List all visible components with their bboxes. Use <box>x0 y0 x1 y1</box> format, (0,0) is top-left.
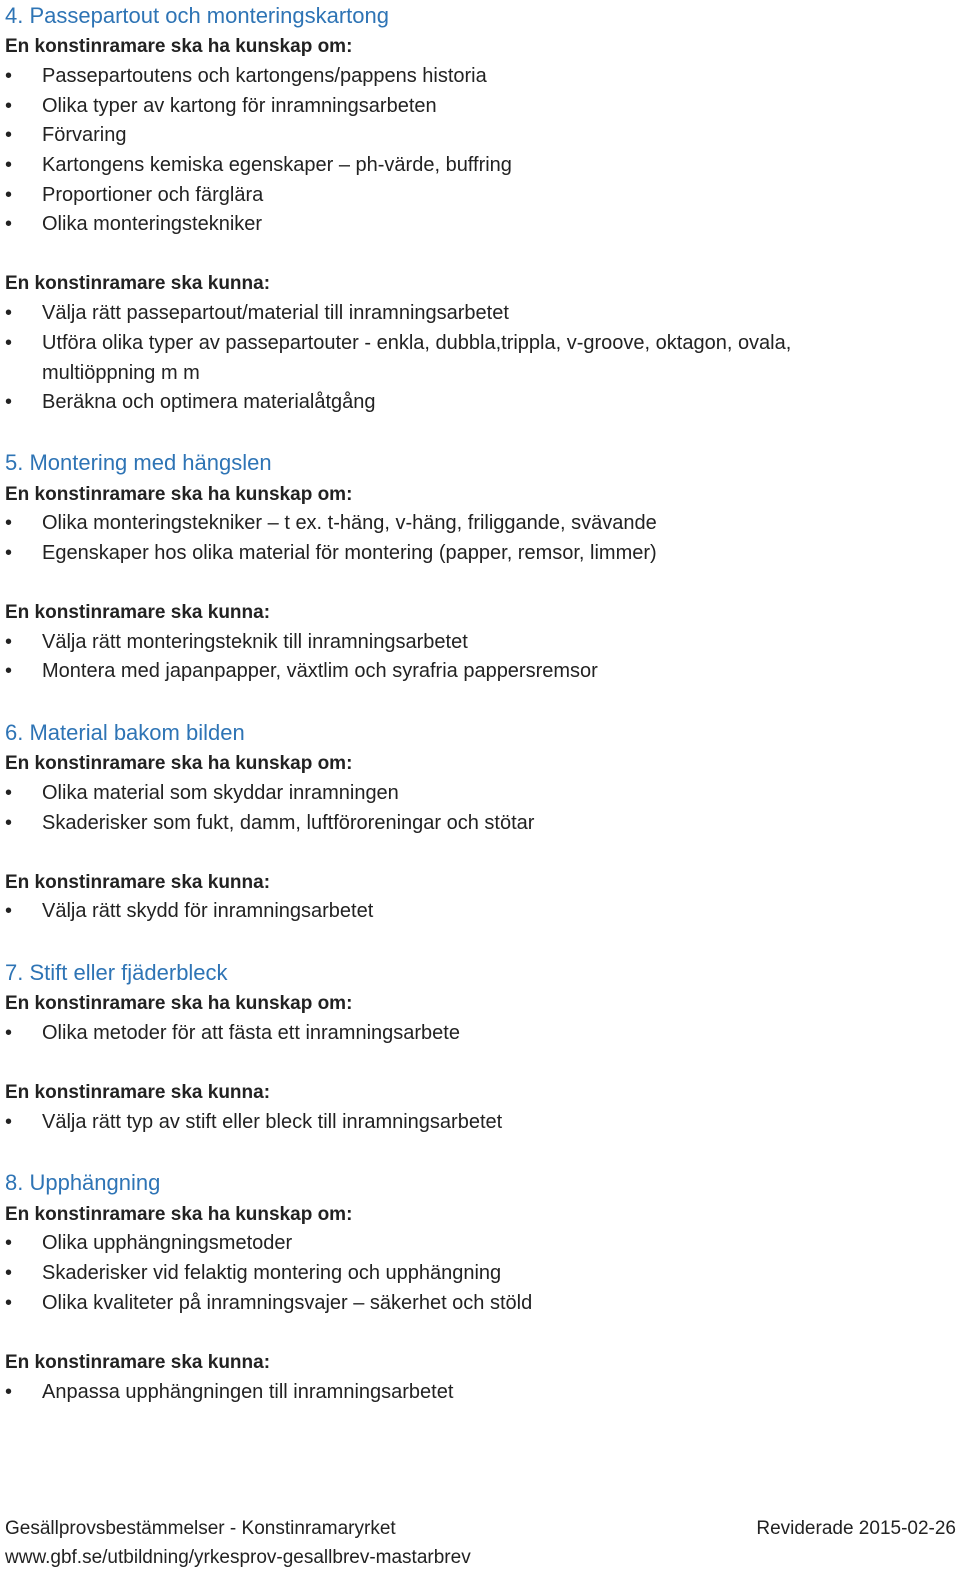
list-item: • Olika monteringstekniker – t ex. t-häng, v-häng, friliggande, svävande <box>0 509 900 539</box>
list-item: • Olika upphängningsmetoder <box>0 1229 900 1259</box>
section-title: 6. Material bakom bilden <box>5 720 245 745</box>
list-item: • Olika material som skyddar inramningen <box>0 779 900 809</box>
list-item: • Utföra olika typer av passepartouter - enkla, dubbla,trippla, v-groove, oktagon, ovala, multiöppning m m <box>0 329 900 388</box>
knowledge-heading: En konstinramare ska ha kunskap om: <box>5 484 353 505</box>
bullet-icon: • <box>5 95 13 117</box>
bullet-icon: • <box>5 154 13 176</box>
list-item: • Montera med japanpapper, växtlim och syrafria pappersremsor <box>0 657 900 687</box>
list-item: • Olika typer av kartong för inramningsarbeten <box>0 92 900 122</box>
skills-heading: En konstinramare ska kunna: <box>5 872 271 893</box>
list-item: • Välja rätt monteringsteknik till inramningsarbetet <box>0 628 900 658</box>
bullet-icon: • <box>5 812 13 834</box>
bullet-icon: • <box>5 184 13 206</box>
list-item: • Förvaring <box>0 121 900 151</box>
bullet-icon: • <box>5 1232 13 1254</box>
list-item: • Beräkna och optimera materialåtgång <box>0 388 900 418</box>
bullet-icon: • <box>5 1022 13 1044</box>
list-item: • Välja rätt passepartout/material till inramningsarbetet <box>0 299 900 329</box>
list-item: • Olika metoder för att fästa ett inramningsarbete <box>0 1019 900 1049</box>
list-item: • Välja rätt typ av stift eller bleck till inramningsarbetet <box>0 1108 900 1138</box>
list-item: • Olika monteringstekniker <box>0 210 900 240</box>
list-item: • Skaderisker som fukt, damm, luftföroreningar och stötar <box>0 809 900 839</box>
footer-url: www.gbf.se/utbildning/yrkesprov-gesallbrev-mastarbrev <box>5 1547 471 1568</box>
bullet-icon: • <box>5 900 13 922</box>
section-title: 8. Upphängning <box>5 1170 161 1195</box>
footer-revision-date: Reviderade 2015-02-26 <box>756 1518 956 1539</box>
bullet-icon: • <box>5 1381 13 1403</box>
knowledge-heading: En konstinramare ska ha kunskap om: <box>5 36 353 57</box>
skills-heading: En konstinramare ska kunna: <box>5 1352 271 1373</box>
bullet-icon: • <box>5 631 13 653</box>
knowledge-heading: En konstinramare ska ha kunskap om: <box>5 1204 353 1225</box>
list-item: • Kartongens kemiska egenskaper – ph-värde, buffring <box>0 151 900 181</box>
skills-heading: En konstinramare ska kunna: <box>5 602 271 623</box>
knowledge-heading: En konstinramare ska ha kunskap om: <box>5 753 353 774</box>
bullet-icon: • <box>5 512 13 534</box>
bullet-icon: • <box>5 332 13 354</box>
list-item: • Skaderisker vid felaktig montering och upphängning <box>0 1259 900 1289</box>
footer-document-title: Gesällprovsbestämmelser - Konstinramaryrket <box>5 1518 396 1539</box>
skills-heading: En konstinramare ska kunna: <box>5 273 271 294</box>
section-title: 5. Montering med hängslen <box>5 450 272 475</box>
list-item: • Egenskaper hos olika material för montering (papper, remsor, limmer) <box>0 539 900 569</box>
list-item: • Proportioner och färglära <box>0 181 900 211</box>
list-item: • Passepartoutens och kartongens/pappens historia <box>0 62 900 92</box>
bullet-icon: • <box>5 782 13 804</box>
section-title: 4. Passepartout och monteringskartong <box>5 3 390 28</box>
bullet-icon: • <box>5 124 13 146</box>
bullet-icon: • <box>5 65 13 87</box>
list-item: • Välja rätt skydd för inramningsarbetet <box>0 897 900 927</box>
knowledge-heading: En konstinramare ska ha kunskap om: <box>5 993 353 1014</box>
bullet-icon: • <box>5 1292 13 1314</box>
section-title: 7. Stift eller fjäderbleck <box>5 960 228 985</box>
list-item: • Olika kvaliteter på inramningsvajer – säkerhet och stöld <box>0 1289 900 1319</box>
bullet-icon: • <box>5 302 13 324</box>
bullet-icon: • <box>5 660 13 682</box>
bullet-icon: • <box>5 1111 13 1133</box>
list-item: • Anpassa upphängningen till inramningsarbetet <box>0 1378 900 1408</box>
bullet-icon: • <box>5 391 13 413</box>
bullet-icon: • <box>5 213 13 235</box>
bullet-icon: • <box>5 1262 13 1284</box>
bullet-icon: • <box>5 542 13 564</box>
skills-heading: En konstinramare ska kunna: <box>5 1082 271 1103</box>
